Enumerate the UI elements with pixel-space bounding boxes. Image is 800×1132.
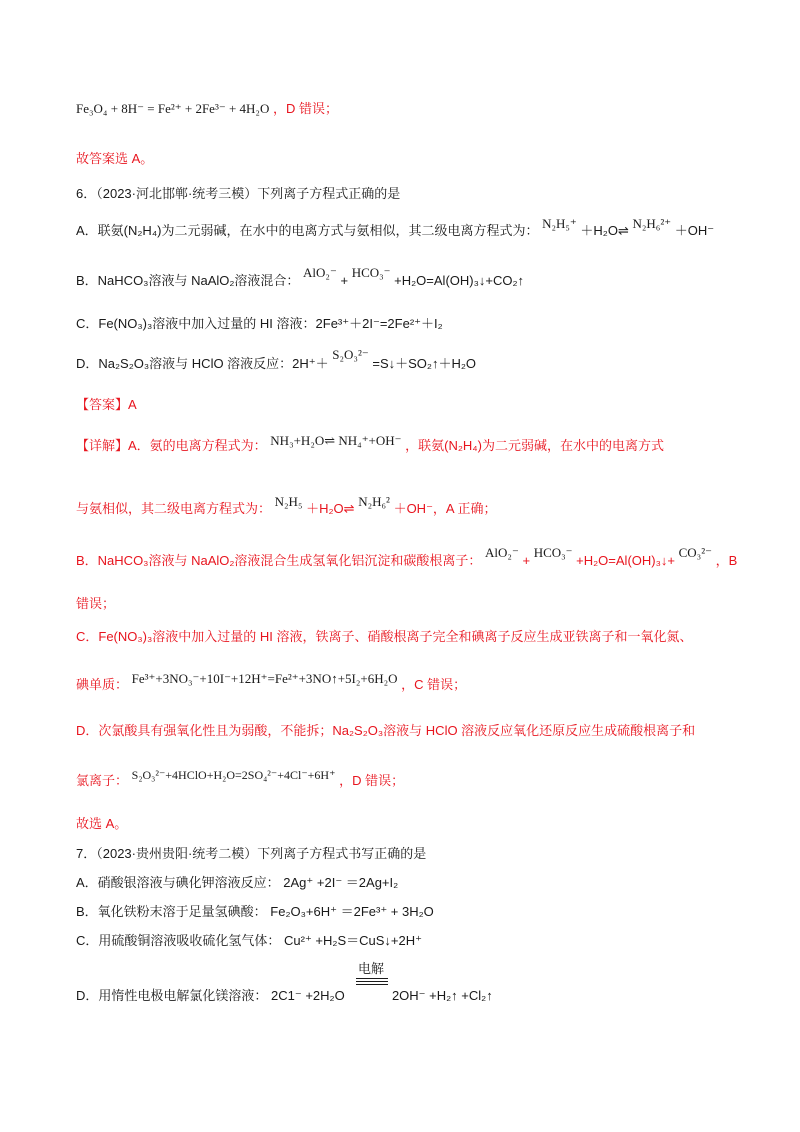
question-6-option-c: C．Fe(NO₃)₃溶液中加入过量的 HI 溶液：2Fe³⁺＋2I⁻=2Fe²⁺＋I₂ [76,316,443,331]
detail-8-b: ，D 错误； [339,773,405,788]
option-a-eq2: N₂H₆²⁺ [632,216,672,231]
detail-2-b: ＋OH⁻，A 正确； [393,501,497,516]
option-b-text: B．NaHCO₃溶液与 NaAlO₂溶液混合： [76,273,300,288]
detail-3-a: B．NaHCO₃溶液与 NaAlO₂溶液混合生成氢氧化铝沉淀和碳酸根离子： [76,553,482,568]
option-a-mid: ＋H₂O⇌ [580,223,629,238]
question-7-option-c: C．用硫酸铜溶液吸收硫化氢气体： Cu²⁺ +H₂S＝CuS↓+2H⁺ [76,933,422,948]
question-6-option-a [76,216,800,240]
question-7-option-b: B．氧化铁粉末溶于足量氢碘酸： Fe₂O₃+6H⁺ ＝2Fe³⁺ + 3H₂O [76,904,434,919]
question-6-option-d [76,347,800,373]
question-6-stem: 6．（2023·河北邯郸·统考三模）下列离子方程式正确的是 [76,186,401,201]
prev-answer-equation-line [76,100,800,118]
detail-3-eq3: CO₃²⁻ [678,545,712,560]
detail-line-9: 故选 A。 [76,816,128,831]
electrolysis-triple-line [356,981,388,982]
detail-line-2 [76,494,800,518]
detail-3-b: ，B [715,553,738,568]
option-d7-a: D．用惰性电极电解氯化镁溶液： 2C1⁻ +2H₂O [76,988,345,1003]
prev-answer-choice: 故答案选 A。 [76,151,154,166]
detail-2-eq1: N₂H₅ [274,494,303,509]
detail-6-b: ，C 错误； [401,677,467,692]
detail-3-eq1: AlO₂⁻ [485,545,519,560]
detail-3-plus: + [522,553,531,568]
question-6-option-b [76,265,800,290]
question-7-option-d [76,987,800,1005]
conclusion-d-wrong: ，D 错误； [272,101,338,116]
detail-1-a: 【详解】A．氨的电离方程式为： [76,438,267,453]
question-7-option-a: A．硝酸银溶液与碘化钾溶液反应： 2Ag⁺ +2I⁻ ＝2Ag+I₂ [76,875,399,890]
detail-3-mid: +H₂O=Al(OH)₃↓+ [576,553,675,568]
option-a-text: A．联氨(N₂H₄)为二元弱碱，在水中的电离方式与氨相似，其二级电离方程式为： [76,223,539,238]
option-b-eq2: HCO₃⁻ [351,265,391,280]
detail-line-5: C．Fe(NO₃)₃溶液中加入过量的 HI 溶液，铁离子、硝酸根离子完全和碘离子反应生成亚铁离子和一氧化氮、 [76,629,693,644]
detail-3-eq2: HCO₃⁻ [533,545,573,560]
detail-1-b: ，联氨(N₂H₄)为二元弱碱，在水中的电离方式 [405,438,664,453]
option-d-end: =S↓＋SO₂↑＋H₂O [372,356,476,371]
option-d-text: D．Na₂S₂O₃溶液与 HClO 溶液反应：2H⁺＋ [76,356,329,371]
detail-1-eq: NH₃+H₂O⇌ NH₄⁺+OH⁻ [270,433,402,448]
equation-fe3o4: Fe₃O₄ + 8H⁻ = Fe²⁺ + 2Fe³⁻ + 4H₂O [76,101,270,116]
option-b-plus: + [340,273,349,288]
option-d7-b: 2OH⁻ +H₂↑ +Cl₂↑ [391,988,493,1003]
detail-2-mid: ＋H₂O⇌ [306,501,355,516]
detail-line-7: D．次氯酸具有强氧化性且为弱酸，不能拆；Na₂S₂O₃溶液与 HClO 溶液反应氧化还原反应生成硫酸根离子和 [76,723,696,738]
electrolysis-condition: 电解 [358,961,385,976]
detail-line-6 [76,671,800,694]
detail-2-eq2: N₂H₆² [358,494,390,509]
answer-6: 【答案】A [76,397,137,412]
question-7-stem: 7．（2023·贵州贵阳·统考二模）下列离子方程式书写正确的是 [76,846,427,861]
detail-6-eq: Fe³⁺+3NO₃⁻+10I⁻+12H⁺=Fe²⁺+3NO↑+5I₂+6H₂O [131,671,398,686]
detail-8-a: 氯离子： [76,773,129,788]
detail-8-eq: S₂O₃²⁻+4HClO+H₂O=2SO₄²⁻+4Cl⁻+6H⁺ [131,768,336,782]
option-a-end: ＋OH⁻ [674,223,715,238]
detail-line-1 [76,433,800,455]
option-d-eq: S₂O₃²⁻ [332,347,369,362]
option-b-eq1: AlO₂⁻ [303,265,337,280]
detail-2-a: 与氨相似，其二级电离方程式为： [76,501,272,516]
detail-line-4: 错误； [76,596,116,611]
option-b-end: +H₂O=Al(OH)₃↓+CO₂↑ [394,273,525,288]
option-a-eq1: N₂H₅⁺ [542,216,577,231]
detail-line-8 [76,768,800,790]
detail-line-3 [76,545,800,570]
detail-6-a: 碘单质： [76,677,129,692]
